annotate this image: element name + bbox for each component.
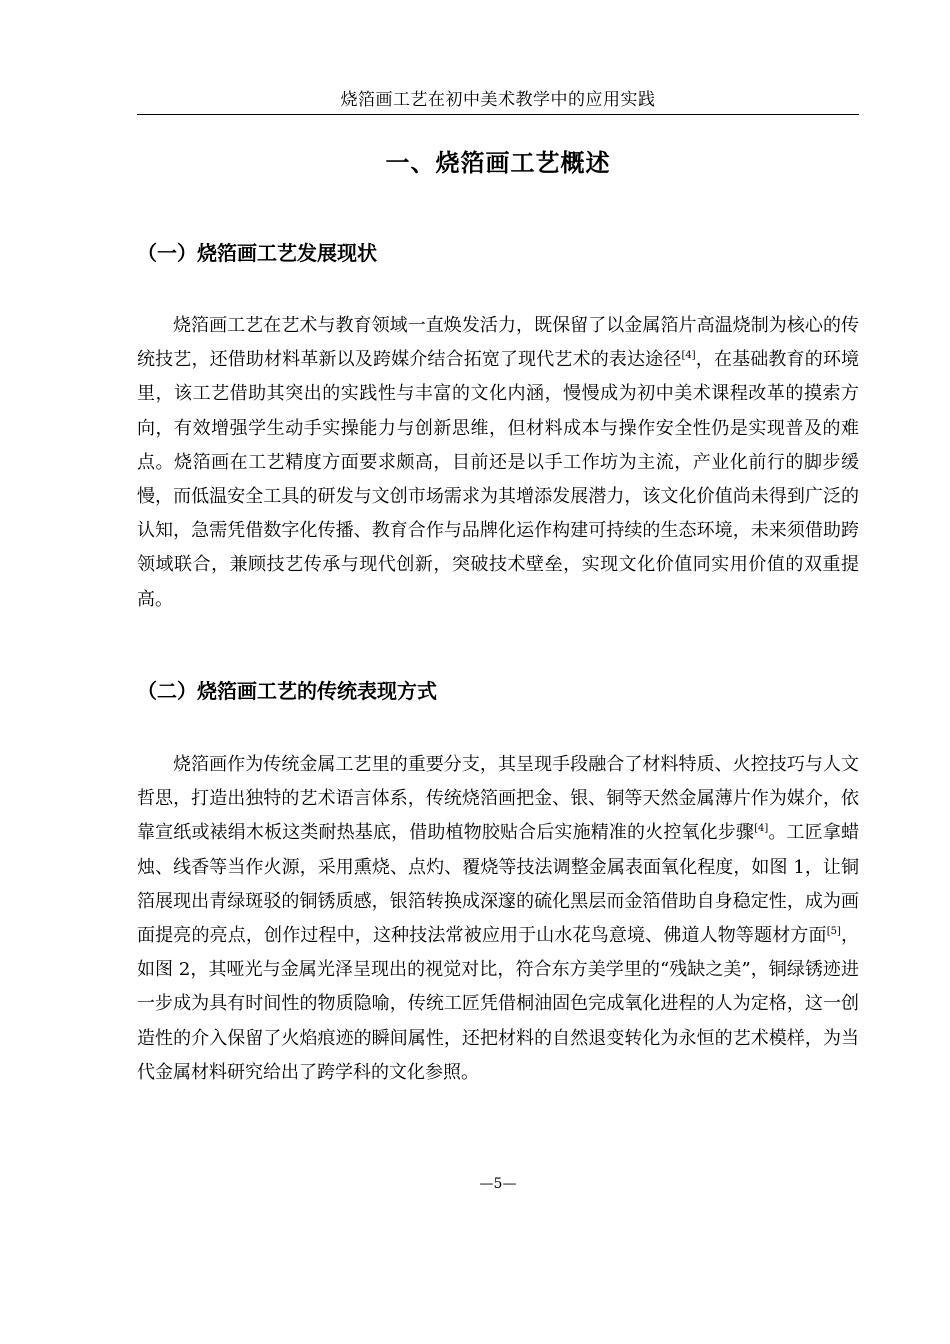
paragraph-text: 烧箔画作为传统金属工艺里的重要分支，其呈现手段融合了材料特质、火控技巧与人文哲思，打造出独特的艺术语言体系，传统烧箔画把金、银、铜等天然金属薄片作为媒介，依靠宣纸或裱绢木板这类耐热基底，借助植物胶贴合后实施精准的火控氧化步骤 (137, 754, 859, 844)
paragraph-development-status (137, 309, 859, 617)
page-number: —5— (479, 1176, 517, 1192)
citation-ref: [5] (826, 926, 841, 938)
paragraph-traditional-expression (137, 748, 859, 1090)
running-header: 烧箔画工艺在初中美术教学中的应用实践 (340, 90, 656, 110)
citation-ref: [4] (681, 350, 696, 362)
paragraph-text: ，如图 2，其哑光与金属光泽呈现出的视觉对比，符合东方美学里的“残缺之美”，铜绿锈迹进一步成为具有时间性的物质隐喻，传统工匠凭借桐油固色完成氧化进程的人为定格，这一创造性的介入保留了火焰痕迹的瞬间属性，还把材料的自然退变转化为永恒的艺术模样，为当代金属材料研究给出了跨学科的文化参照。 (137, 925, 860, 1083)
paragraph-text: ，在基础教育的环境里，该工艺借助其突出的实践性与丰富的文化内涵，慢慢成为初中美术课程改革的摸索方向，有效增强学生动手实操能力与创新思维，但材料成本与操作安全性仍是实现普及的难点。烧箔画在工艺精度方面要求颇高，目前还是以手工作坊为主流，产业化前行的脚步缓慢，而低温安全工具的研发与文创市场需求为其增添发展潜力，该文化价值尚未得到广泛的认知，急需凭借数字化传播、教育合作与品牌化运作构建可持续的生态环境，未来须借助跨领域联合，兼顾技艺传承与现代创新，突破技术壁垒，实现文化价值同实用价值的双重提高。 (137, 349, 860, 610)
chapter-title: 一、烧箔画工艺概述 (385, 149, 611, 177)
section-heading-traditional-expression: （二）烧箔画工艺的传统表现方式 (137, 679, 437, 703)
section-heading-development-status: （一）烧箔画工艺发展现状 (137, 241, 377, 265)
paragraph-text: 烧箔画工艺在艺术与教育领域一直焕发活力，既保留了以金属箔片高温烧制为核心的传统技艺，还借助材料革新以及跨媒介结合拓宽了现代艺术的表达途径 (137, 315, 859, 371)
header-rule (137, 114, 859, 115)
citation-ref: [4] (754, 823, 769, 835)
paragraph-text: 。工匠拿蜡烛、线香等当作火源，采用熏烧、点灼、覆烧等技法调整金属表面氧化程度，如图 1，让铜箔展现出青绿斑驳的铜锈质感，银箔转换成深邃的硫化黑层而金箔借助自身稳定性，成为画面提亮的亮点，创作过程中，这种技法常被应用于山水花鸟意境、佛道人物等题材方面 (137, 822, 859, 947)
